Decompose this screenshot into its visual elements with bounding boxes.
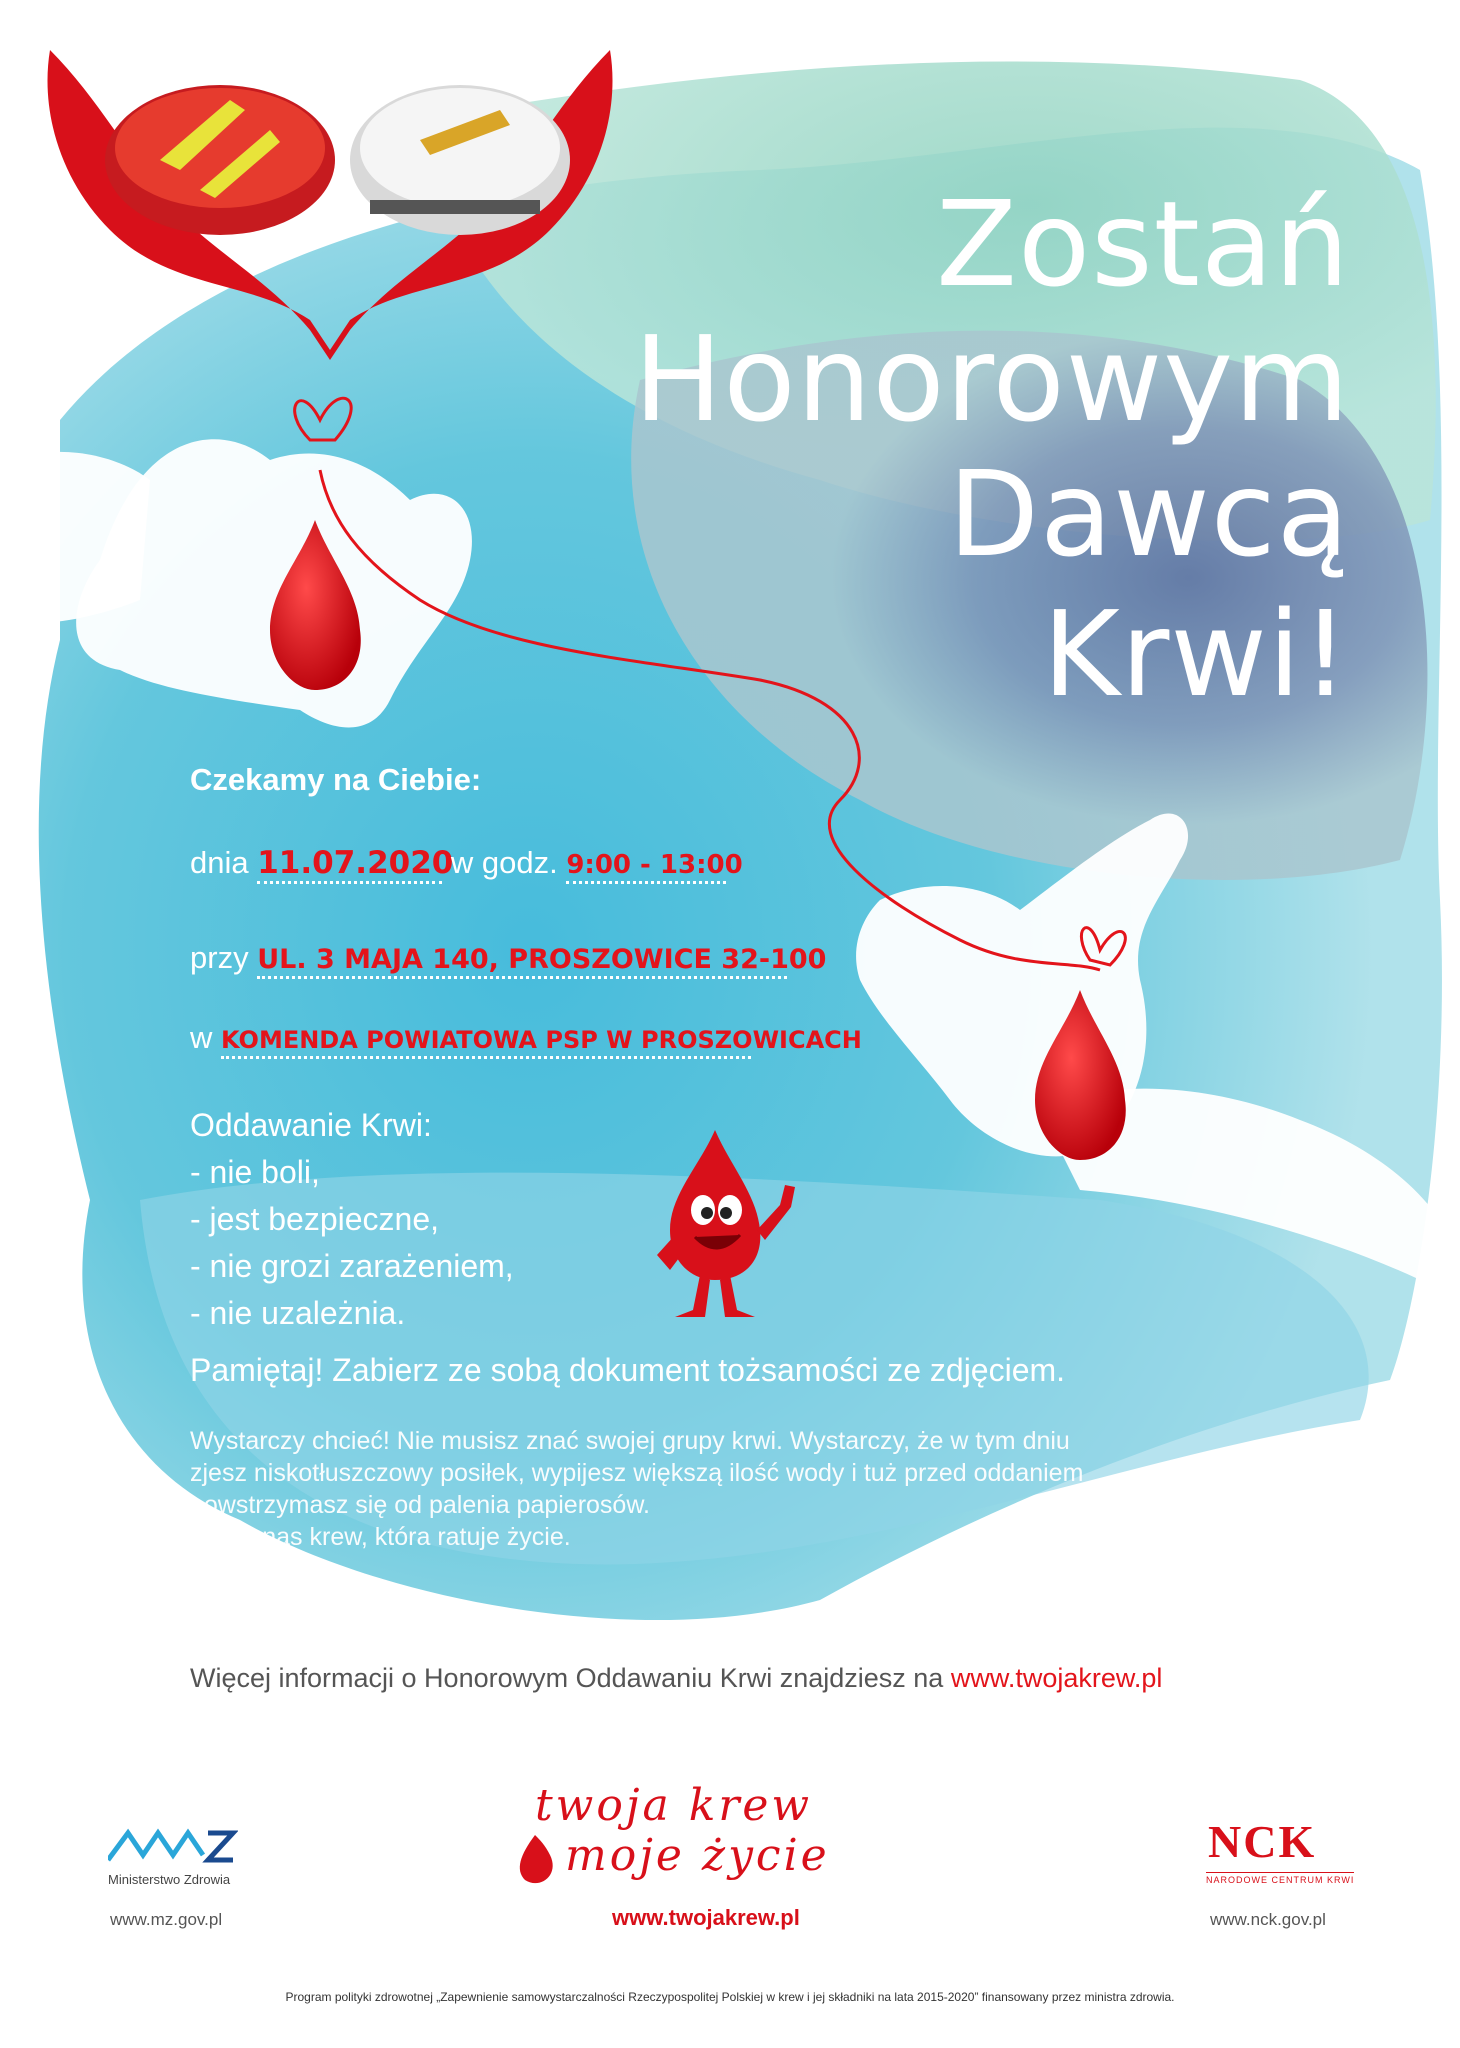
title-line-4: Krwi! bbox=[1042, 585, 1350, 723]
slogan-line-1: twoja krew bbox=[535, 1780, 813, 1831]
info-line: zjesz niskotłuszczowy posiłek, wypijesz większą ilość wody i tuż przed oddaniem bbox=[190, 1459, 1084, 1487]
more-info-line bbox=[190, 1663, 1162, 1694]
info-paragraph bbox=[190, 1425, 1083, 1553]
program-note: Program polityki zdrowotnej „Zapewnienie samowystarczalności Rzeczypospolitej Polskiej w krew i jej składniki na lata 2015-2020” finansowany przez ministra zdrowia. bbox=[285, 1990, 1175, 2004]
nck-logo: NCK bbox=[1208, 1816, 1317, 1867]
place-value: KOMENDA POWIATOWA PSP W PROSZOWICACH bbox=[221, 1026, 862, 1054]
time-prefix: w godz. bbox=[450, 845, 558, 880]
nck-subtitle: NARODOWE CENTRUM KRWI bbox=[1206, 1872, 1354, 1885]
mz-logo-icon bbox=[108, 1825, 238, 1865]
time-field bbox=[566, 845, 743, 884]
benefit-item: - jest bezpieczne, bbox=[190, 1201, 440, 1237]
address-row bbox=[190, 940, 827, 979]
mz-url[interactable]: www.mz.gov.pl bbox=[110, 1910, 223, 1929]
firefighter-hands-logo bbox=[30, 30, 630, 380]
nck-url[interactable]: www.nck.gov.pl bbox=[1210, 1910, 1326, 1929]
title-line-3: Dawcą bbox=[948, 445, 1350, 583]
place-row bbox=[190, 1020, 862, 1059]
info-line: powstrzymasz się od palenia papierosów. bbox=[190, 1491, 650, 1519]
slogan-line-2: moje życie bbox=[565, 1830, 830, 1881]
place-field bbox=[221, 1020, 862, 1059]
benefit-item: - nie uzależnia. bbox=[190, 1295, 406, 1331]
more-info-text: Więcej informacji o Honorowym Oddawaniu Krwi znajdziesz na bbox=[190, 1663, 944, 1693]
title-line-1: Zostań bbox=[936, 175, 1350, 313]
address-prefix: przy bbox=[190, 940, 249, 975]
time-value: 9:00 - 13:00 bbox=[566, 850, 743, 880]
reminder-text: Pamiętaj! Zabierz ze sobą dokument tożsamości ze zdjęciem. bbox=[190, 1352, 1066, 1388]
place-prefix: w bbox=[190, 1020, 213, 1055]
benefits-heading: Oddawanie Krwi: bbox=[190, 1107, 432, 1143]
address-field bbox=[257, 940, 827, 979]
date-prefix: dnia bbox=[190, 845, 249, 880]
mz-logo-text: Ministerstwo Zdrowia bbox=[108, 1872, 231, 1887]
benefits-list bbox=[190, 1102, 514, 1337]
info-line: Wystarczy chcieć! Nie musisz znać swojej grupy krwi. Wystarczy, że w tym dniu bbox=[190, 1427, 1070, 1455]
invite-heading: Czekamy na Ciebie: bbox=[190, 762, 482, 797]
benefit-item: - nie boli, bbox=[190, 1154, 320, 1190]
center-url[interactable]: www.twojakrew.pl bbox=[612, 1905, 800, 1930]
more-info-link[interactable]: www.twojakrew.pl bbox=[950, 1663, 1163, 1693]
title-line-2: Honorowym bbox=[633, 310, 1350, 448]
date-field bbox=[257, 845, 454, 884]
date-value: 11.07.2020 bbox=[257, 845, 454, 881]
blood-drop-mascot bbox=[645, 1125, 805, 1325]
info-line: Łączy nas krew, która ratuje życie. bbox=[190, 1523, 571, 1551]
benefit-item: - nie grozi zarażeniem, bbox=[190, 1248, 514, 1284]
date-row bbox=[190, 845, 743, 884]
address-value: UL. 3 MAJA 140, PROSZOWICE 32-100 bbox=[257, 944, 827, 975]
